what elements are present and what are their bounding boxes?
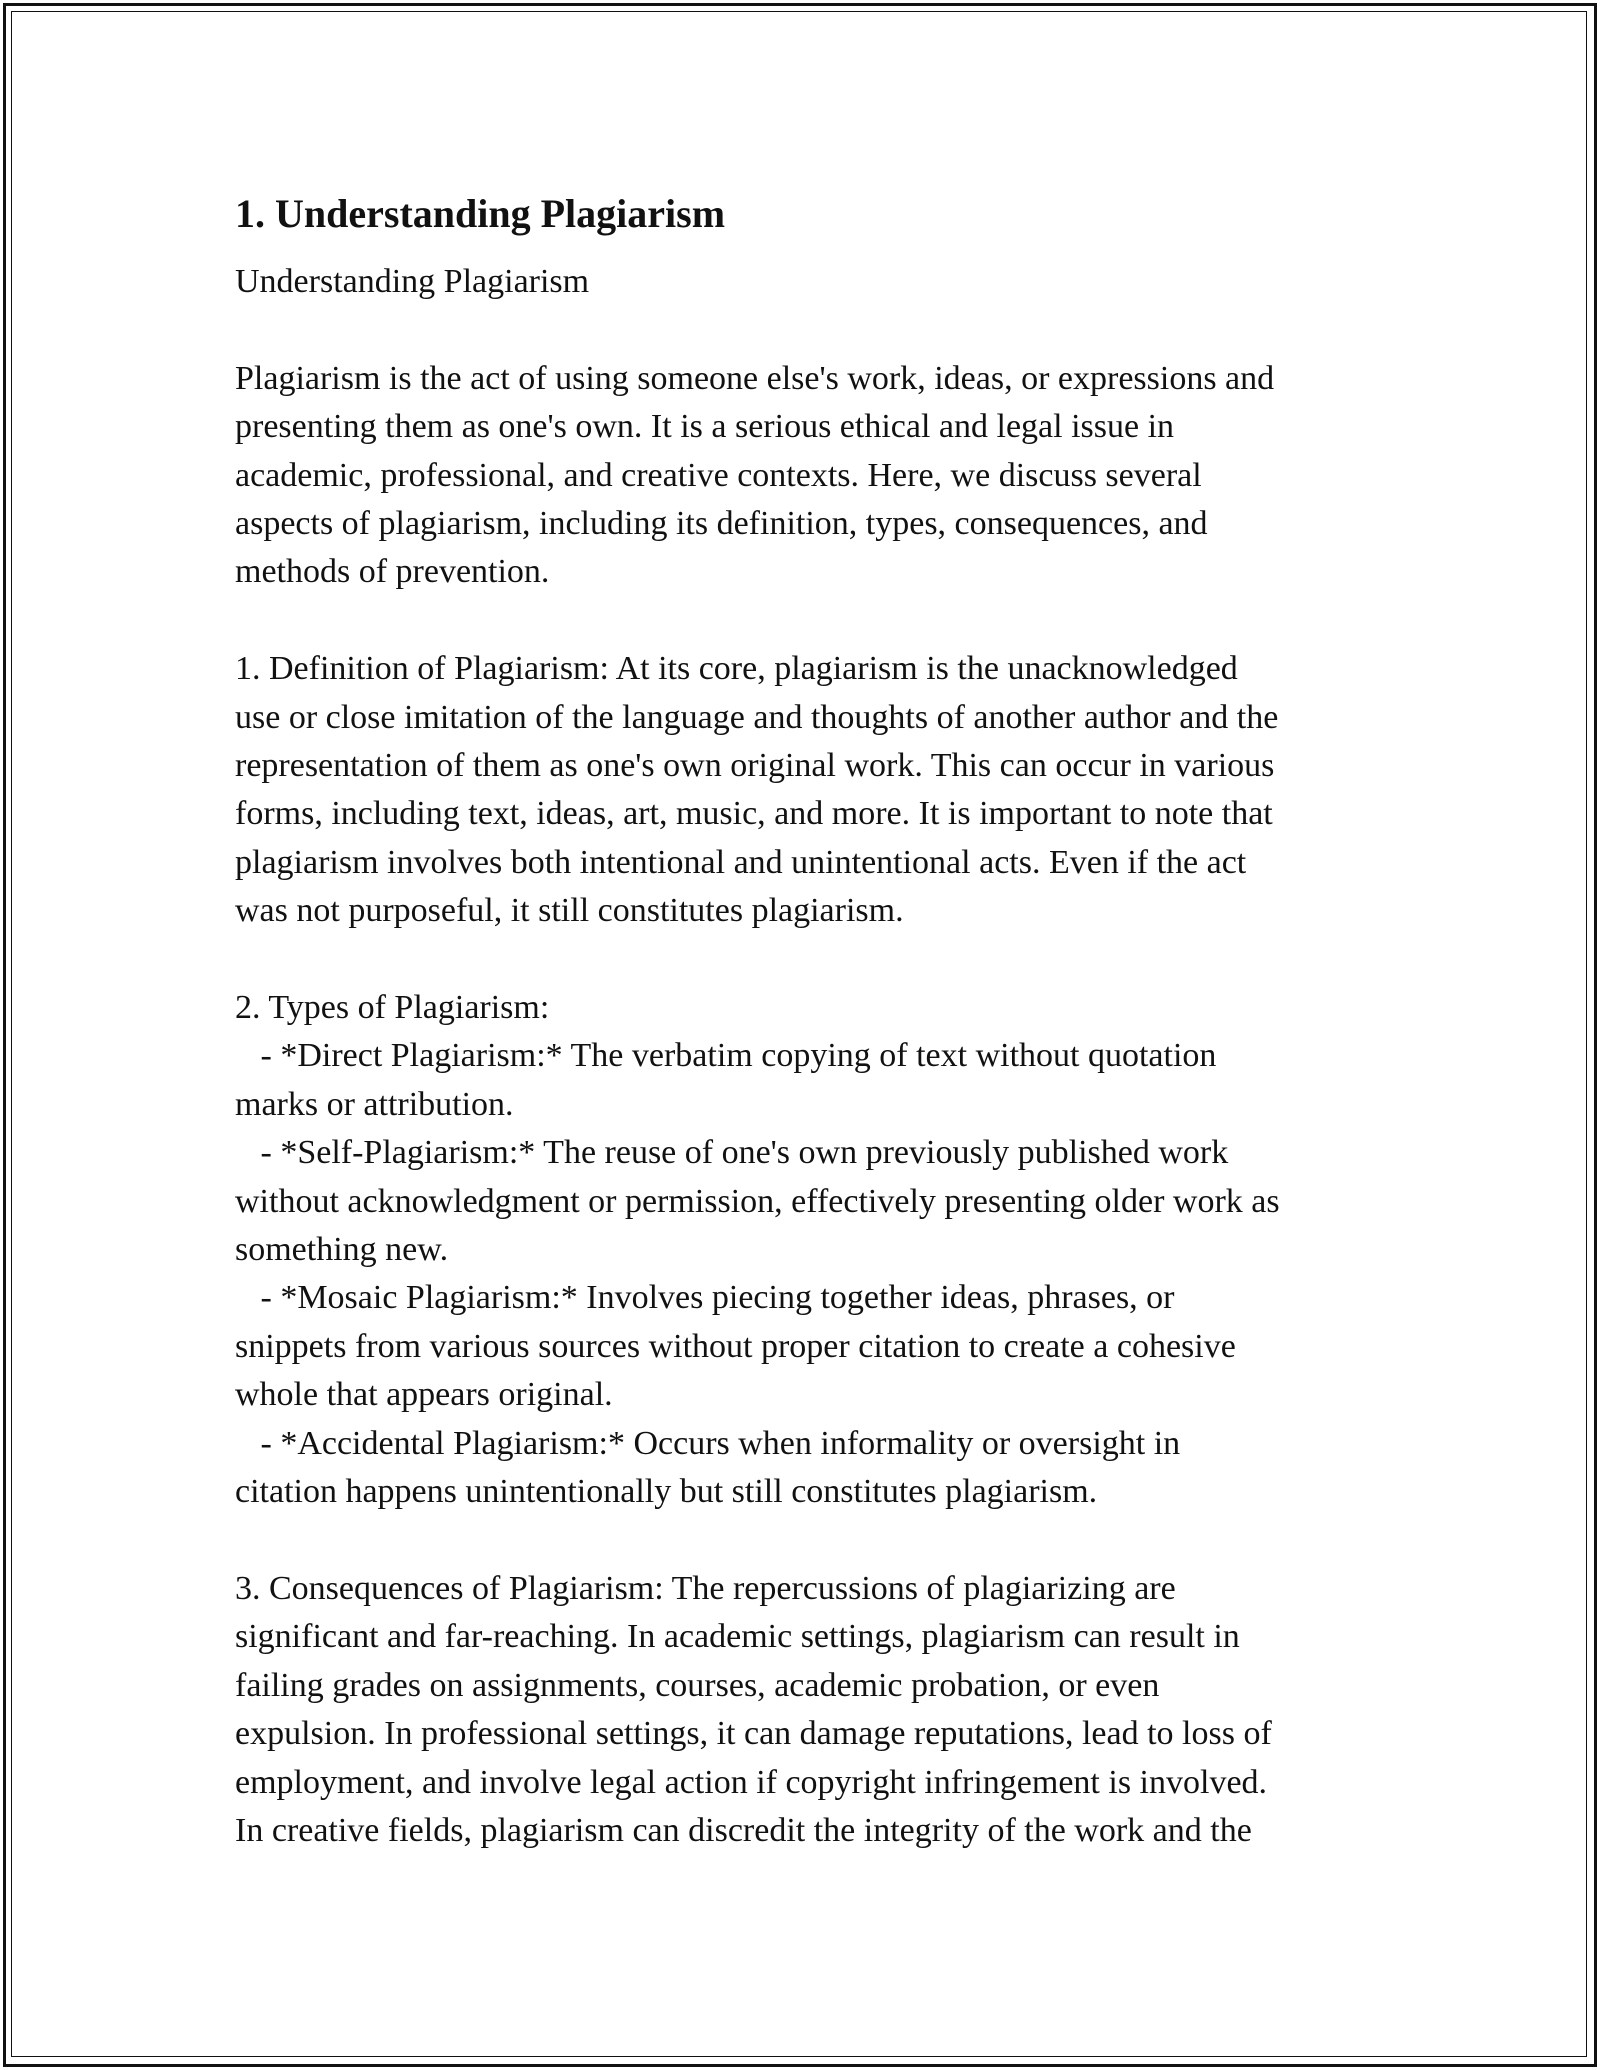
text-line: 3. Consequences of Plagiarism: The repercussions of plagiarizing are — [235, 1569, 1176, 1607]
text-line: significant and far-reaching. In academic settings, plagiarism can result in — [235, 1618, 1240, 1656]
text-line: - *Accidental Plagiarism:* Occurs when informality or oversight in — [235, 1424, 1181, 1462]
document-body — [235, 186, 1375, 1855]
text-line: 2. Types of Plagiarism: — [235, 989, 550, 1027]
text-line: something new. — [235, 1231, 449, 1269]
text-line: methods of prevention. — [235, 553, 550, 591]
paragraph-spacer — [235, 306, 1375, 354]
text-line: Understanding Plagiarism — [235, 263, 590, 300]
text-line: In creative fields, plagiarism can discredit the integrity of the work and the — [235, 1811, 1252, 1849]
text-line: whole that appears original. — [235, 1376, 613, 1414]
document-text — [235, 258, 1375, 1855]
text-line: snippets from various sources without proper citation to create a cohesive — [235, 1327, 1236, 1365]
text-line: presenting them as one's own. It is a serious ethical and legal issue in — [235, 408, 1175, 446]
text-line: without acknowledgment or permission, effectively presenting older work as — [235, 1182, 1280, 1220]
text-line: expulsion. In professional settings, it can damage reputations, lead to loss of — [235, 1715, 1272, 1753]
section-heading: 1. Understanding Plagiarism — [235, 191, 726, 236]
text-line: forms, including text, ideas, art, music, and more. It is important to note that — [235, 795, 1273, 833]
text-line: - *Self-Plagiarism:* The reuse of one's own previously published work — [235, 1134, 1229, 1172]
text-line: failing grades on assignments, courses, academic probation, or even — [235, 1666, 1160, 1704]
text-line: marks or attribution. — [235, 1085, 514, 1123]
text-line: - *Mosaic Plagiarism:* Involves piecing together ideas, phrases, or — [235, 1279, 1175, 1317]
text-line: plagiarism involves both intentional and unintentional acts. Even if the act — [235, 843, 1247, 881]
text-line: citation happens unintentionally but still constitutes plagiarism. — [235, 1473, 1098, 1511]
text-line: use or close imitation of the language and thoughts of another author and the — [235, 698, 1279, 736]
text-line: employment, and involve legal action if copyright infringement is involved. — [235, 1763, 1268, 1801]
paragraph-spacer — [235, 1517, 1375, 1565]
text-line: representation of them as one's own original work. This can occur in various — [235, 747, 1275, 785]
text-line: academic, professional, and creative contexts. Here, we discuss several — [235, 456, 1202, 494]
text-line: 1. Definition of Plagiarism: At its core, plagiarism is the unacknowledged — [235, 650, 1238, 688]
text-line: was not purposeful, it still constitutes plagiarism. — [235, 892, 904, 930]
paragraph-spacer — [235, 597, 1375, 645]
text-line: Plagiarism is the act of using someone else's work, ideas, or expressions and — [235, 359, 1275, 397]
paragraph-spacer — [235, 936, 1375, 984]
text-line: - *Direct Plagiarism:* The verbatim copying of text without quotation — [235, 1037, 1217, 1075]
text-line: aspects of plagiarism, including its definition, types, consequences, and — [235, 505, 1208, 543]
